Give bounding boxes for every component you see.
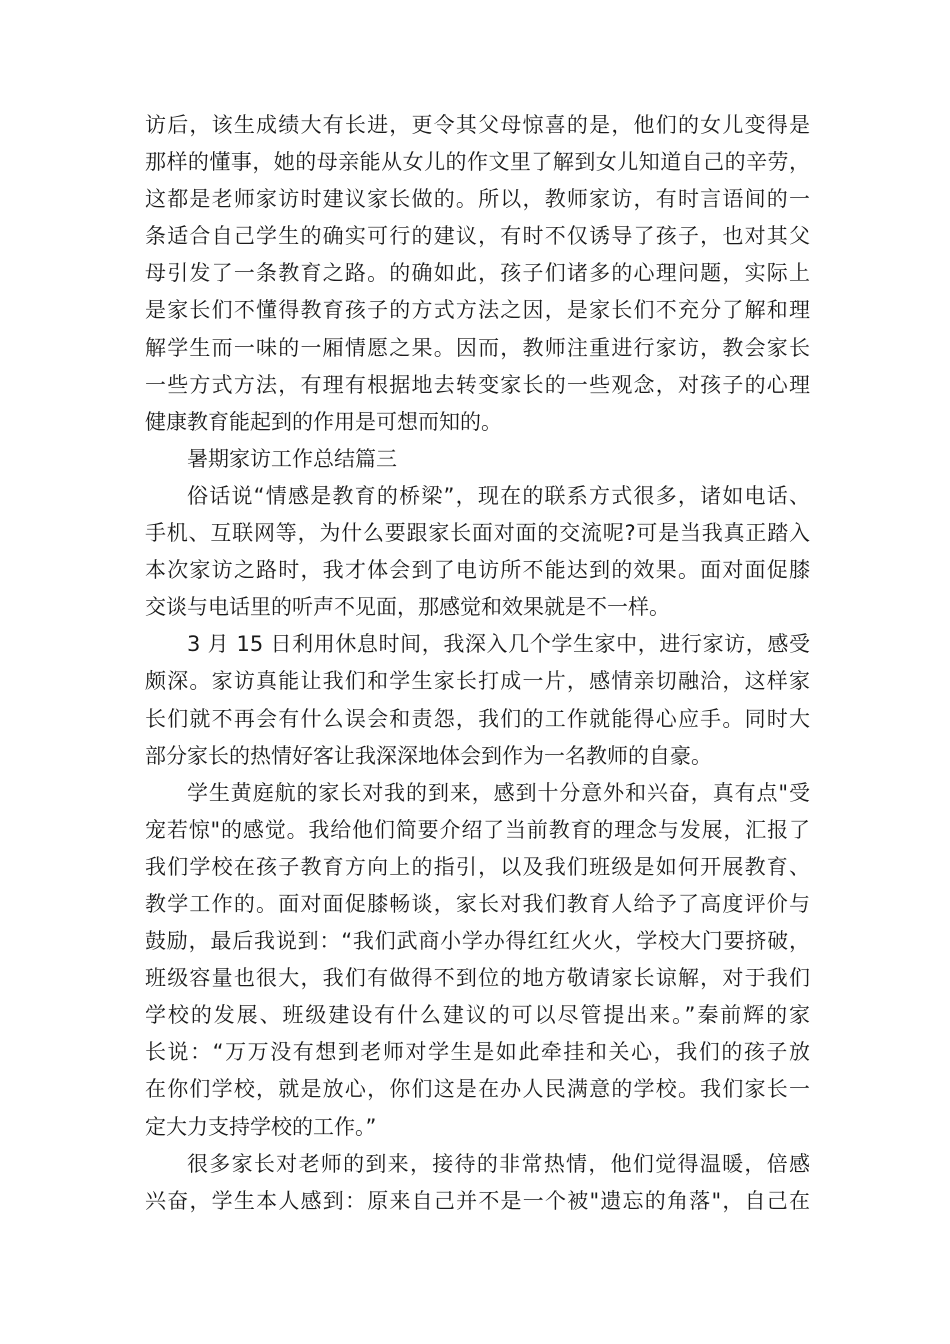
section-heading: 暑期家访工作总结篇三 xyxy=(187,446,397,471)
text-line: 教学工作的。面对面促膝畅谈，家长对我们教育人给予了高度评价与 xyxy=(145,891,810,916)
text-line: 母引发了一条教育之路。的确如此，孩子们诸多的心理问题，实际上 xyxy=(145,261,810,286)
text-line: 在你们学校，就是放心，你们这是在办人民满意的学校。我们家长一 xyxy=(145,1077,810,1102)
text-line: 一些方式方法，有理有根据地去转变家长的一些观念，对孩子的心理 xyxy=(145,372,810,397)
body-text xyxy=(145,107,810,1220)
text-line: 学校的发展、班级建设有什么建议的可以尽管提出来。”秦前辉的家 xyxy=(145,1003,810,1028)
text-line: 访后，该生成绩大有长进，更令其父母惊喜的是，他们的女儿变得是 xyxy=(145,113,810,137)
text-line: 长们就不再会有什么误会和责怨，我们的工作就能得心应手。同时大 xyxy=(145,706,810,731)
text-line: 宠若惊"的感觉。我给他们简要介绍了当前教育的理念与发展，汇报了 xyxy=(145,817,810,842)
text-line: 定大力支持学校的工作。” xyxy=(145,1114,377,1139)
text-line: 鼓励，最后我说到：“我们武商小学办得红红火火，学校大门要挤破， xyxy=(145,929,810,954)
text-line: 兴奋，学生本人感到：原来自己并不是一个被"遗忘的角落"，自己在 xyxy=(145,1188,810,1213)
text-line: 条适合自己学生的确实可行的建议，有时不仅诱导了孩子，也对其父 xyxy=(145,224,810,249)
text-line: 3 月 15 日利用休息时间，我深入几个学生家中，进行家访，感受 xyxy=(187,632,810,657)
text-line: 交谈与电话里的听声不见面，那感觉和效果就是不一样。 xyxy=(145,595,670,620)
text-line: 是家长们不懂得教育孩子的方式方法之因，是家长们不充分了解和理 xyxy=(145,298,810,323)
text-line: 俗话说“情感是教育的桥梁”，现在的联系方式很多，诸如电话、 xyxy=(187,483,810,508)
text-line: 解学生而一味的一厢情愿之果。因而，教师注重进行家访，教会家长 xyxy=(145,335,810,360)
text-line: 那样的懂事，她的母亲能从女儿的作文里了解到女儿知道自己的辛劳， xyxy=(145,150,810,175)
text-line: 本次家访之路时，我才体会到了电访所不能达到的效果。面对面促膝 xyxy=(145,558,810,583)
text-line: 班级容量也很大，我们有做得不到位的地方敬请家长谅解，对于我们 xyxy=(145,966,810,991)
text-line: 很多家长对老师的到来，接待的非常热情，他们觉得温暖，倍感 xyxy=(187,1151,810,1176)
text-line: 这都是老师家访时建议家长做的。所以，教师家访，有时言语间的一 xyxy=(145,187,810,212)
text-line: 健康教育能起到的作用是可想而知的。 xyxy=(145,409,502,434)
text-line: 长说：“万万没有想到老师对学生是如此牵挂和关心，我们的孩子放 xyxy=(145,1040,810,1065)
text-line: 学生黄庭航的家长对我的到来，感到十分意外和兴奋，真有点"受 xyxy=(187,780,810,805)
text-line: 颇深。家访真能让我们和学生家长打成一片，感情亲切融洽，这样家 xyxy=(145,669,810,694)
text-line: 手机、互联网等，为什么要跟家长面对面的交流呢?可是当我真正踏入 xyxy=(145,521,810,546)
text-line: 我们学校在孩子教育方向上的指引，以及我们班级是如何开展教育、 xyxy=(145,854,810,879)
text-line: 部分家长的热情好客让我深深地体会到作为一名教师的自豪。 xyxy=(145,743,712,768)
